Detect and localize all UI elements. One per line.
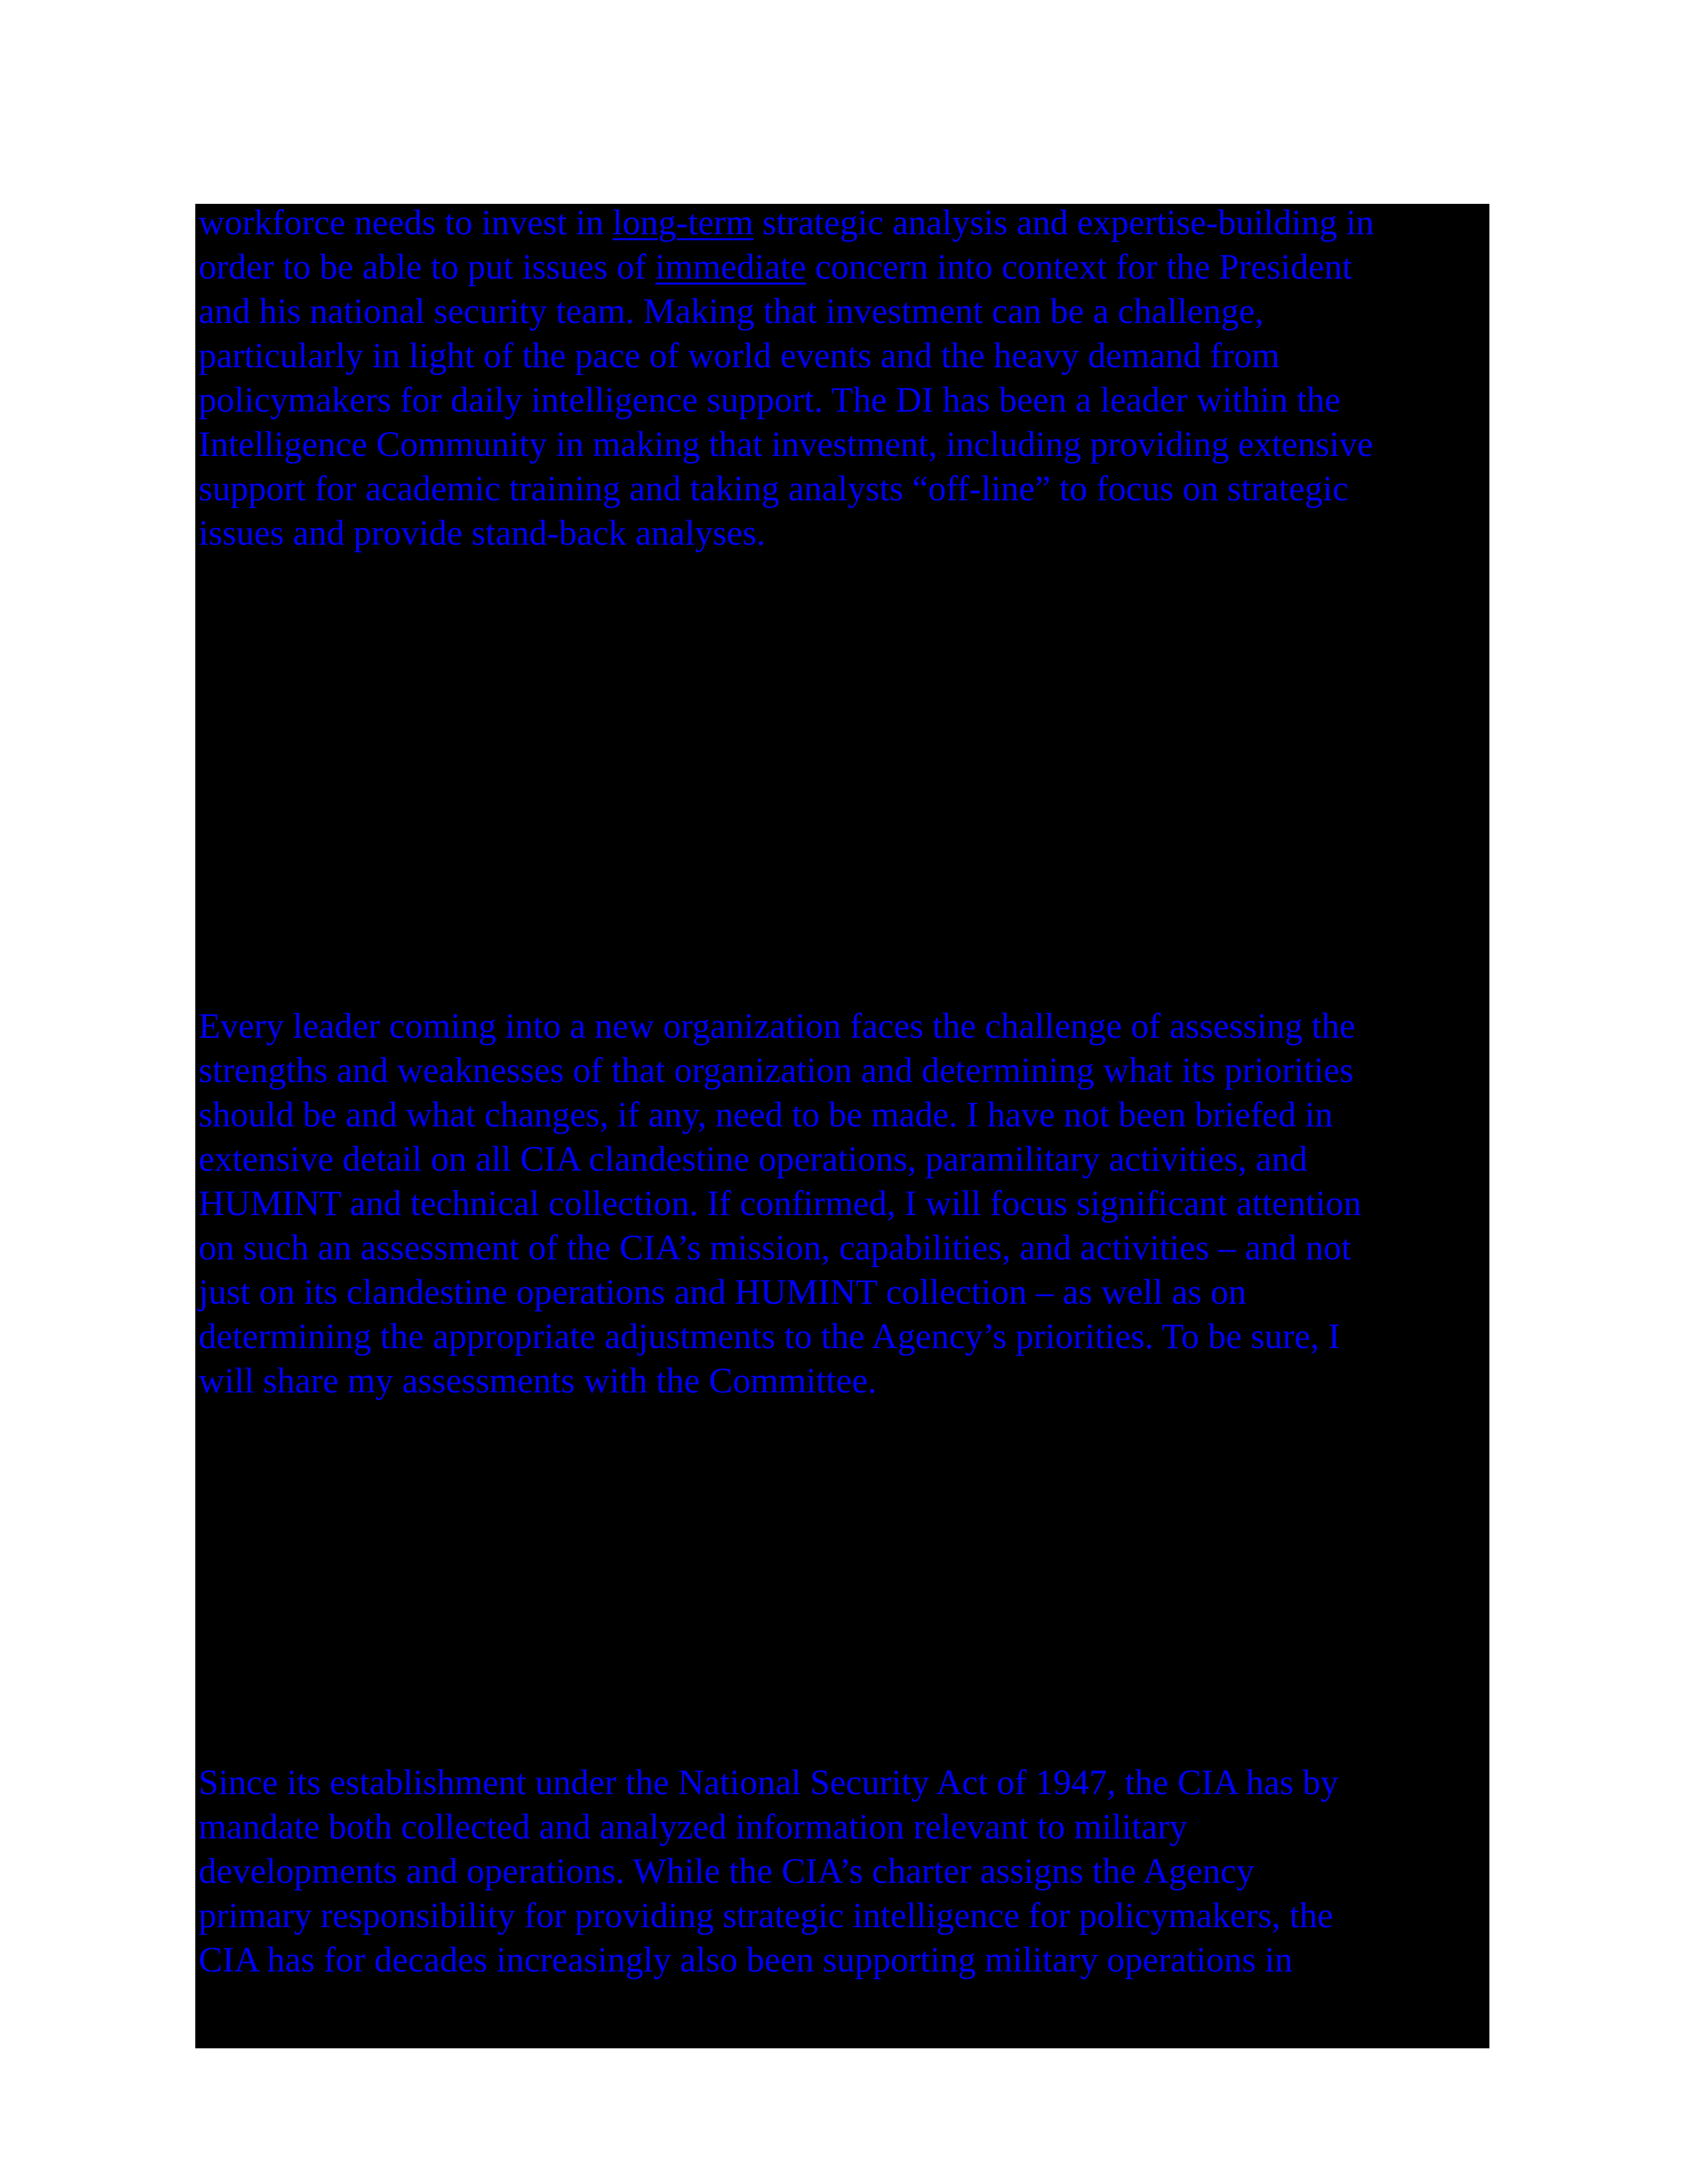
text-line (199, 1004, 1486, 1048)
text-segment: workforce needs to invest in (199, 203, 613, 242)
redacted-document-body (195, 204, 1489, 2048)
text-line (199, 1048, 1486, 1093)
paragraph-leadership-assessment (199, 1004, 1486, 1403)
text-segment: Intelligence Community in making that investment, including providing extensive (199, 424, 1374, 464)
text-line (199, 378, 1486, 422)
text-segment: Since its establishment under the National Security Act of 1947, the CIA has by (199, 1762, 1338, 1802)
text-segment: on such an assessment of the CIA’s mission, capabilities, and activities – and not (199, 1228, 1352, 1267)
underlined-text: long-term (612, 203, 754, 242)
text-segment: just on its clandestine operations and HUMINT collection – as well as on (199, 1272, 1246, 1312)
text-segment: support for academic training and taking analysts “off-line” to focus on strategic (199, 469, 1348, 508)
text-line (199, 334, 1486, 378)
text-segment: extensive detail on all CIA clandestine operations, paramilitary activities, and (199, 1139, 1307, 1179)
text-line (199, 1760, 1486, 1805)
text-line (199, 245, 1486, 289)
underlined-text: immediate (655, 247, 806, 287)
text-segment: strengths and weaknesses of that organization and determining what its priorities (199, 1050, 1354, 1090)
text-line (199, 1849, 1486, 1893)
text-line (199, 511, 1486, 555)
text-line (199, 1270, 1486, 1314)
text-line (199, 1805, 1486, 1849)
text-line (199, 1314, 1486, 1359)
text-line (199, 1938, 1486, 1982)
text-line (199, 1093, 1486, 1137)
text-segment: policymakers for daily intelligence support. The DI has been a leader within the (199, 380, 1340, 420)
text-segment: concern into context for the President (806, 247, 1352, 287)
text-line (199, 1226, 1486, 1270)
text-line (199, 1181, 1486, 1226)
text-segment: should be and what changes, if any, need to be made. I have not been briefed in (199, 1095, 1333, 1134)
text-line (199, 1893, 1486, 1938)
paragraph-strategic-analysis (199, 201, 1486, 555)
text-segment: issues and provide stand-back analyses. (199, 513, 766, 553)
text-segment: Every leader coming into a new organization faces the challenge of assessing the (199, 1006, 1356, 1046)
text-segment: and his national security team. Making that investment can be a challenge, (199, 291, 1264, 331)
text-line (199, 1359, 1486, 1403)
text-segment: developments and operations. While the CIA’s charter assigns the Agency (199, 1851, 1254, 1891)
text-line (199, 201, 1486, 245)
text-segment: CIA has for decades increasingly also been supporting military operations in (199, 1940, 1293, 1979)
text-line (199, 289, 1486, 334)
text-segment: primary responsibility for providing strategic intelligence for policymakers, the (199, 1895, 1334, 1935)
text-line (199, 467, 1486, 511)
text-segment: will share my assessments with the Committee. (199, 1361, 877, 1400)
text-segment: determining the appropriate adjustments to the Agency’s priorities. To be sure, I (199, 1316, 1340, 1356)
paragraph-military-support (199, 1760, 1486, 1982)
text-segment: HUMINT and technical collection. If confirmed, I will focus significant attention (199, 1183, 1362, 1223)
text-line (199, 422, 1486, 467)
text-line (199, 1137, 1486, 1181)
text-segment: order to be able to put issues of (199, 247, 655, 287)
text-segment: particularly in light of the pace of world events and the heavy demand from (199, 336, 1280, 375)
text-segment: mandate both collected and analyzed information relevant to military (199, 1807, 1188, 1846)
text-segment: strategic analysis and expertise-building in (753, 203, 1374, 242)
